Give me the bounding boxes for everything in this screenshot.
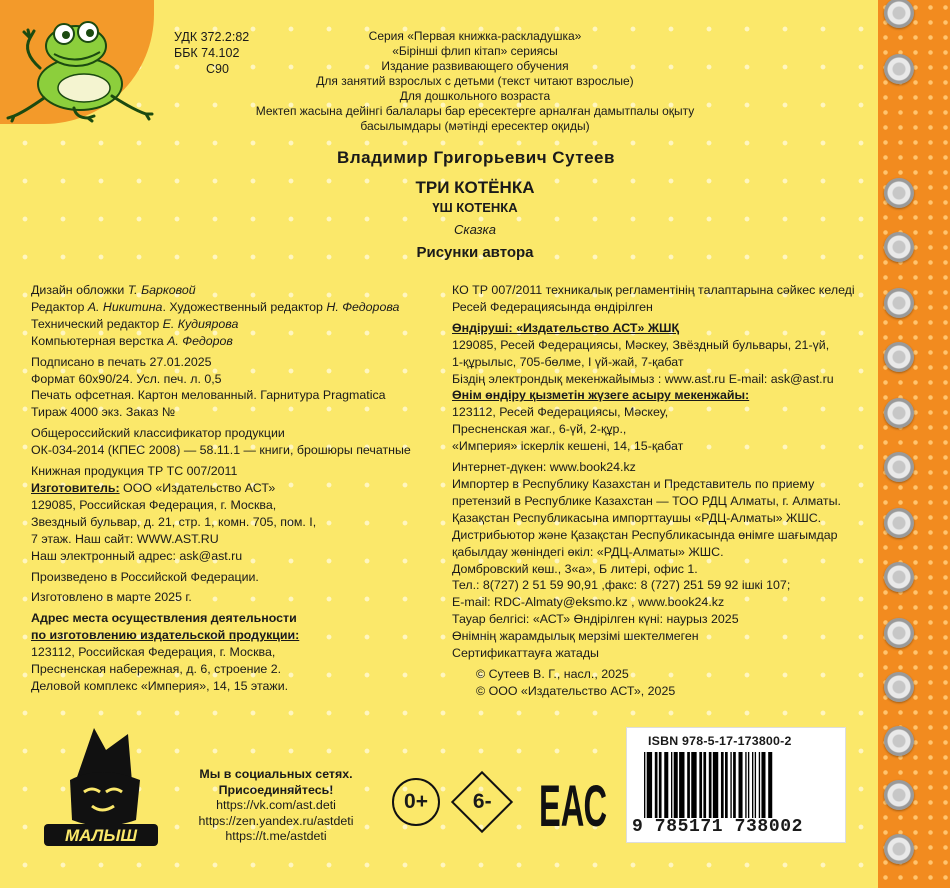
isbn-label: ISBN 978-5-17-173800-2 — [648, 734, 792, 748]
binding-hole — [884, 178, 914, 208]
prod-address-line: Пресненская жаг., 6-үй, 2-құр., — [452, 422, 627, 437]
classifier-line: ОК-034-2014 (КПЕС 2008) — 58.11.1 — книги, брошюры печатные — [31, 443, 411, 458]
age-rating-circle — [392, 778, 440, 826]
importer-line: Тауар белгісі: «АСТ» Өндірілген күні: наурыз 2025 — [452, 612, 739, 627]
orange-spine — [878, 0, 950, 888]
address-line: Пресненская набережная, д. 6, строение 2. — [31, 662, 282, 677]
malysh-logo — [36, 720, 166, 850]
binding-hole — [884, 508, 914, 538]
barcode-bar — [759, 752, 760, 818]
credit-line: Дизайн обложки Т. Барковой — [31, 283, 196, 297]
address-heading: Адрес места осуществления деятельности — [31, 611, 297, 626]
logo-text: МАЛЫШ — [65, 826, 137, 845]
binding-hole — [884, 562, 914, 592]
importer-line: қабылдау жөніндегі өкіл: «РДЦ-Алматы» ЖШС. — [452, 544, 724, 559]
barcode-bar — [752, 752, 753, 818]
prod-address-line: 123112, Ресей Федерациясы, Мәскеу, — [452, 405, 669, 420]
barcode-bar — [730, 752, 731, 818]
importer-line: Дистрибьютор және Қазақстан Республикасында өнімге шағымдар — [452, 527, 838, 542]
binding-hole — [884, 232, 914, 262]
social-link-vk[interactable]: https://vk.com/ast.deti — [216, 798, 336, 812]
series-info — [230, 29, 720, 134]
barcode-bar — [703, 752, 706, 818]
made-date: Изготовлено в марте 2025 г. — [31, 590, 192, 605]
barcode-bar — [655, 752, 658, 818]
importer-line: претензий в Республике Казахстан — ТОО РДЦ Алматы, г. Алматы. — [452, 493, 841, 508]
barcode-bar — [664, 752, 668, 818]
address-line: Деловой комплекс «Империя», 14, 15 этажи. — [31, 678, 289, 693]
binding-hole — [884, 834, 914, 864]
barcode-bar — [739, 752, 743, 818]
binding-hole — [884, 780, 914, 810]
barcode-bar — [644, 752, 645, 818]
header-line: Серия «Первая книжка-раскладушка» — [368, 29, 582, 43]
header-line: Мектеп жасына дейінгі балалары бар ересектерге арналған дамытпалы оқыту — [255, 104, 695, 118]
header-line: Издание развивающего обучения — [381, 59, 569, 73]
producer-line: 1-құрылыс, 705-бөлме, I үй-жай, 7-қабат — [452, 354, 684, 369]
binding-hole — [884, 452, 914, 482]
barcode-bar — [699, 752, 702, 818]
print-info-line: Формат 60х90/24. Усл. печ. л. 0,5 — [31, 371, 222, 386]
manufacturer-line: Изготовитель: ООО «Издательство АСТ» — [31, 480, 276, 495]
barcode-bar — [687, 752, 690, 818]
importer-line: Домбровский көш., 3«а», Б литері, офис 1. — [452, 561, 698, 576]
social-link-zen[interactable]: https://zen.yandex.ru/astdeti — [198, 813, 354, 828]
credit-line: Компьютерная верстка А. Федоров — [31, 333, 233, 348]
eac-text: ЕАС — [539, 774, 607, 839]
udk-code: УДК 372.2:82 — [174, 30, 250, 44]
header-line: басылымдары (мәтінді ересектер оқиды) — [360, 119, 590, 133]
barcode-bar — [733, 752, 736, 818]
author-name: Владимир Григорьевич Сутеев — [337, 148, 615, 167]
copyright-line: © Сутеев В. Г., насл., 2025 — [476, 666, 629, 681]
book-genre: Сказка — [454, 222, 496, 237]
binding-hole — [884, 726, 914, 756]
prod-address-heading: Өнім өндіру қызметін жүзеге асыру мекенжайы: — [452, 388, 750, 403]
producer-line: 129085, Ресей Федерациясы, Мәскеу, Звёздный бульвары, 21-үй, — [452, 337, 830, 352]
header-line: Для дошкольного возраста — [399, 89, 551, 103]
cutter-code: С90 — [206, 62, 229, 76]
credit-line: Редактор А. Никитина. Художественный редактор Н. Федорова — [31, 299, 400, 314]
binding-hole — [884, 342, 914, 372]
imprint-kazakh — [452, 282, 855, 700]
copyright-line: © ООО «Издательство АСТ», 2025 — [476, 683, 676, 698]
produced-in: Произведено в Российской Федерации. — [31, 569, 259, 584]
age-rating-ru: 0+ — [404, 790, 428, 813]
producer-line: Біздің электрондық мекенжайымыз : www.ast.ru E-mail: ask@ast.ru — [452, 371, 834, 386]
importer-line: E-mail: RDC-Almaty@eksmo.kz , www.book24.kz — [452, 595, 725, 610]
barcode-bar — [768, 752, 772, 818]
producer-heading: Өндіруші: «Издательство АСТ» ЖШҚ — [452, 320, 680, 335]
barcode-bar — [721, 752, 724, 818]
eac-mark-icon — [538, 768, 608, 839]
barcode-bar — [674, 752, 678, 818]
address-heading: по изготовлению издательской продукции: — [31, 628, 300, 643]
barcode-bar — [745, 752, 746, 818]
social-block — [186, 767, 366, 845]
barcode-bar — [659, 752, 662, 818]
age-rating-kz: 6- — [472, 790, 492, 813]
binding-hole — [884, 398, 914, 428]
print-info-line: Подписано в печать 27.01.2025 — [31, 354, 212, 369]
illustrations-credit: Рисунки автора — [416, 244, 534, 261]
barcode-bar — [725, 752, 728, 818]
importer-line: Қазақстан Республикасына импорттаушы «РДЦ-Алматы» ЖШС. — [452, 510, 822, 525]
credit-line: Технический редактор Е. Кудиярова — [31, 316, 239, 331]
print-info-line: Тираж 4000 экз. Заказ № — [31, 405, 176, 420]
tr-ts-line: Книжная продукция ТР ТС 007/2011 — [31, 464, 238, 479]
ko-line: КО ТР 007/2011 техникалық регламентінің талаптарына сәйкес келеді — [452, 283, 855, 297]
barcode-bar — [679, 752, 684, 818]
header-line: «Бірінші флип кітап» сериясы — [392, 44, 558, 58]
address-line: 123112, Российская Федерация, г. Москва, — [31, 645, 276, 660]
importer-line: Тел.: 8(727) 2 51 59 90,91 ,факс: 8 (727) 251 59 92 ішкі 107; — [452, 578, 791, 593]
header-line: Для занятий взрослых с детьми (текст читают взрослые) — [316, 74, 634, 88]
binding-hole — [884, 618, 914, 648]
prod-address-line: «Империя» іскерлік кешені, 14, 15-қабат — [452, 439, 684, 454]
manufacturer-line: 129085, Российская Федерация, г. Москва, — [31, 497, 277, 512]
age-rating-diamond — [451, 771, 513, 833]
barcode-bar — [709, 752, 712, 818]
ko-line: Ресей Федерациясында өндірілген — [452, 299, 653, 314]
social-heading: Мы в социальных сетях. — [199, 767, 353, 781]
imprint-russian — [31, 282, 411, 695]
binding-hole — [884, 672, 914, 702]
importer-line: Өнімнің жарамдылық мерзімі шектелмеген — [452, 629, 699, 644]
book-subtitle: ҮШ КОТЕНКА — [432, 200, 518, 215]
manufacturer-line: 7 этаж. Наш сайт: WWW.AST.RU — [31, 531, 219, 546]
barcode-bar — [755, 752, 756, 818]
book-title: ТРИ КОТЁНКА — [415, 178, 535, 197]
print-info-line: Печать офсетная. Картон мелованный. Гарнитура Pragmatica — [31, 388, 386, 403]
manufacturer-line: Звездный бульвар, д. 21, стр. 1, комн. 705, пом. I, — [31, 514, 317, 529]
barcode-bar — [647, 752, 652, 818]
barcode-bar — [713, 752, 718, 818]
social-link-telegram[interactable]: https://t.me/astdeti — [225, 829, 327, 843]
barcode-bar — [761, 752, 765, 818]
barcode-bar — [691, 752, 696, 818]
importer-line: Сертификаттауға жатады — [452, 646, 599, 661]
importer-line: Интернет-дүкен: www.book24.kz — [452, 460, 636, 475]
barcode-bars — [642, 752, 832, 818]
frog-icon — [4, 12, 154, 124]
barcode-bar — [748, 752, 749, 818]
barcode-digits: 9 785171 738002 — [632, 817, 804, 837]
manufacturer-line: Наш электронный адрес: ask@ast.ru — [31, 548, 243, 563]
classifier-line: Общероссийский классификатор продукции — [31, 426, 285, 441]
binding-hole — [884, 54, 914, 84]
bbk-code: ББК 74.102 — [174, 46, 240, 60]
importer-line: Импортер в Республику Казахстан и Представитель по приему — [452, 476, 815, 491]
barcode-bar — [671, 752, 672, 818]
binding-hole — [884, 288, 914, 318]
social-heading: Присоединяйтесь! — [218, 782, 334, 797]
